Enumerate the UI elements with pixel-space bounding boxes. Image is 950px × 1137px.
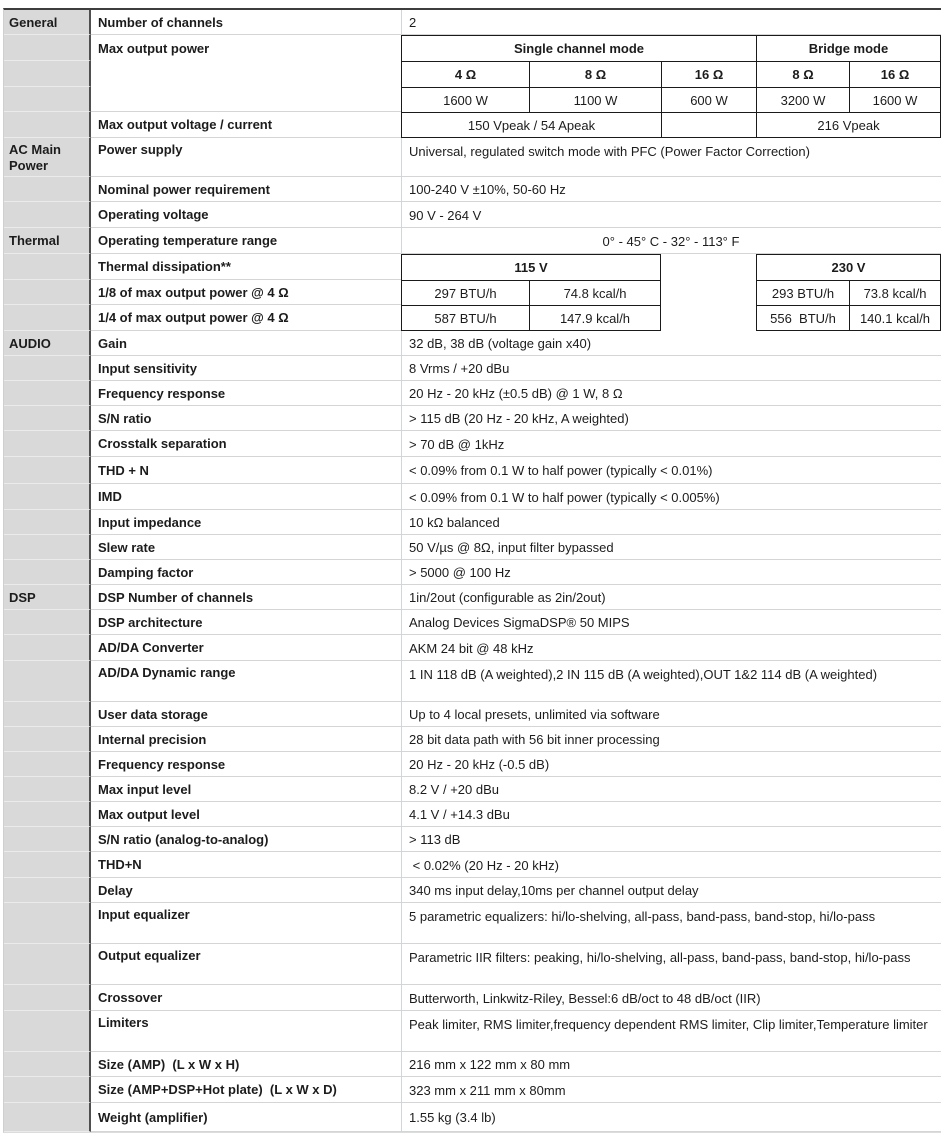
thermal-dissipation-cell: 297 BTU/h (401, 280, 529, 305)
category-cell (4, 35, 91, 61)
spec-name-cell: Damping factor (91, 560, 401, 585)
thermal-dissipation-cell: 74.8 kcal/h (529, 280, 661, 305)
spec-value-cell: 216 mm x 122 mm x 80 mm (401, 1052, 941, 1077)
spec-name-cell: Internal precision (91, 727, 401, 752)
spec-name-cell: Output equalizer (91, 944, 401, 985)
spec-row (4, 381, 941, 406)
thermal-voltage-header-row (401, 254, 941, 280)
category-cell (4, 702, 91, 727)
spec-name-cell: DSP Number of channels (91, 585, 401, 610)
category-cell (4, 112, 91, 138)
spec-row (4, 35, 941, 61)
spec-row (4, 610, 941, 635)
thermal-gap-cell (661, 254, 756, 280)
category-cell (4, 202, 91, 228)
spec-name-cell (91, 61, 401, 87)
spec-value-cell: < 0.02% (20 Hz - 20 kHz) (401, 852, 941, 878)
category-cell (4, 752, 91, 777)
category-cell (4, 177, 91, 202)
spec-row (4, 87, 941, 112)
spec-name-cell: Size (AMP) (L x W x H) (91, 1052, 401, 1077)
spec-name-cell: Thermal dissipation** (91, 254, 401, 280)
category-cell (4, 406, 91, 431)
spec-value-cell: Up to 4 local presets, unlimited via software (401, 702, 941, 727)
spec-row (4, 1052, 941, 1077)
spec-name-cell: Input impedance (91, 510, 401, 535)
category-cell (4, 1077, 91, 1103)
spec-name-cell: Frequency response (91, 752, 401, 777)
spec-name-cell: Max output voltage / current (91, 112, 401, 138)
thermal-gap-cell (661, 305, 756, 331)
spec-name-cell: 1/8 of max output power @ 4 Ω (91, 280, 401, 305)
spec-row (4, 202, 941, 228)
category-cell (4, 87, 91, 112)
category-cell (4, 985, 91, 1011)
spec-value-cell: 8 Vrms / +20 dBu (401, 356, 941, 381)
spec-value-cell: AKM 24 bit @ 48 kHz (401, 635, 941, 661)
spec-row (4, 635, 941, 661)
category-cell (4, 878, 91, 903)
spec-value-cell: 5 parametric equalizers: hi/lo-shelving, all-pass, band-pass, band-stop, hi/lo-pass (401, 903, 941, 944)
thermal-voltage-header-cell: 230 V (756, 254, 941, 280)
spec-row (4, 356, 941, 381)
category-cell (4, 381, 91, 406)
spec-name-cell: Size (AMP+DSP+Hot plate) (L x W x D) (91, 1077, 401, 1103)
spec-row (4, 280, 941, 305)
spec-row (4, 944, 941, 985)
power-value-cell: 1600 W (849, 87, 941, 112)
spec-row (4, 177, 941, 202)
power-value-cell: 1100 W (529, 87, 661, 112)
mode-header-cell: Bridge mode (756, 35, 941, 61)
spec-row (4, 61, 941, 87)
spec-value-cell: 32 dB, 38 dB (voltage gain x40) (401, 331, 941, 356)
spec-value-cell: 1in/2out (configurable as 2in/2out) (401, 585, 941, 610)
spec-row (4, 560, 941, 585)
spec-row (4, 752, 941, 777)
category-cell (4, 431, 91, 457)
spec-row (4, 510, 941, 535)
spec-name-cell: Nominal power requirement (91, 177, 401, 202)
thermal-dissipation-cell: 147.9 kcal/h (529, 305, 661, 331)
spec-row (4, 852, 941, 878)
spec-value-cell: Butterworth, Linkwitz-Riley, Bessel:6 dB/oct to 48 dB/oct (IIR) (401, 985, 941, 1011)
spec-row (4, 254, 941, 280)
power-value-cell: 1600 W (401, 87, 529, 112)
spec-value-cell: 28 bit data path with 56 bit inner processing (401, 727, 941, 752)
thermal-dissipation-cell: 140.1 kcal/h (849, 305, 941, 331)
category-cell: AUDIO (4, 331, 91, 356)
spec-value-cell: > 115 dB (20 Hz - 20 kHz, A weighted) (401, 406, 941, 431)
spec-row (4, 457, 941, 484)
category-cell (4, 827, 91, 852)
voltage-peak-cell: 150 Vpeak / 54 Apeak (401, 112, 661, 138)
spec-name-cell: Operating temperature range (91, 228, 401, 254)
category-cell: Thermal (4, 228, 91, 254)
specifications-table (3, 8, 941, 1133)
impedance-header-row (401, 61, 941, 87)
category-cell (4, 903, 91, 944)
impedance-header-cell: 8 Ω (756, 61, 849, 87)
spec-name-cell: Delay (91, 878, 401, 903)
spec-row (4, 985, 941, 1011)
spec-row (4, 903, 941, 944)
spec-value-cell: 2 (401, 10, 941, 35)
mode-header-cell: Single channel mode (401, 35, 756, 61)
category-cell (4, 852, 91, 878)
spec-name-cell: Weight (amplifier) (91, 1103, 401, 1132)
spec-value-cell: Analog Devices SigmaDSP® 50 MIPS (401, 610, 941, 635)
spec-value-cell: 1 IN 118 dB (A weighted),2 IN 115 dB (A weighted),OUT 1&2 114 dB (A weighted) (401, 661, 941, 702)
spec-name-cell: 1/4 of max output power @ 4 Ω (91, 305, 401, 331)
spec-row (4, 802, 941, 827)
category-cell (4, 727, 91, 752)
spec-row (4, 112, 941, 138)
spec-value-cell: 8.2 V / +20 dBu (401, 777, 941, 802)
spec-value-cell: 10 kΩ balanced (401, 510, 941, 535)
thermal-gap-cell (661, 280, 756, 305)
spec-row (4, 727, 941, 752)
category-cell (4, 802, 91, 827)
impedance-header-cell: 8 Ω (529, 61, 661, 87)
spec-value-cell: 50 V/µs @ 8Ω, input filter bypassed (401, 535, 941, 560)
spec-row (4, 1077, 941, 1103)
spec-name-cell: THD+N (91, 852, 401, 878)
spec-row (4, 10, 941, 35)
spec-value-cell: < 0.09% from 0.1 W to half power (typically < 0.01%) (401, 457, 941, 484)
spec-value-cell: 20 Hz - 20 kHz (±0.5 dB) @ 1 W, 8 Ω (401, 381, 941, 406)
thermal-voltage-header-cell: 115 V (401, 254, 661, 280)
category-cell (4, 661, 91, 702)
spec-name-cell: Max input level (91, 777, 401, 802)
spec-row (4, 305, 941, 331)
category-cell (4, 280, 91, 305)
category-cell: DSP (4, 585, 91, 610)
spec-value-cell: 0° - 45° C - 32° - 113° F (401, 228, 941, 254)
category-cell (4, 610, 91, 635)
category-cell (4, 61, 91, 87)
spec-name-cell: AD/DA Converter (91, 635, 401, 661)
spec-row (4, 702, 941, 727)
spec-name-cell (91, 87, 401, 112)
category-cell (4, 560, 91, 585)
spec-name-cell: DSP architecture (91, 610, 401, 635)
spec-value-cell: 90 V - 264 V (401, 202, 941, 228)
category-cell (4, 944, 91, 985)
category-cell (4, 356, 91, 381)
spec-name-cell: Max output power (98, 40, 210, 56)
spec-value-cell: > 70 dB @ 1kHz (401, 431, 941, 457)
spec-row (4, 1011, 941, 1052)
spec-name-cell: Crosstalk separation (91, 431, 401, 457)
spec-name-cell: Input sensitivity (91, 356, 401, 381)
spec-row (4, 878, 941, 903)
spec-value-cell: Peak limiter, RMS limiter,frequency dependent RMS limiter, Clip limiter,Temperature limiter (401, 1011, 941, 1052)
spec-value-cell: 20 Hz - 20 kHz (-0.5 dB) (401, 752, 941, 777)
voltage-peak-cell (661, 112, 756, 138)
spec-value-cell: 1.55 kg (3.4 lb) (401, 1103, 941, 1132)
category-cell (4, 1103, 91, 1132)
category-cell (4, 1052, 91, 1077)
category-cell (4, 635, 91, 661)
spec-value-cell: < 0.09% from 0.1 W to half power (typically < 0.005%) (401, 484, 941, 510)
category-cell (4, 305, 91, 331)
impedance-header-cell: 4 Ω (401, 61, 529, 87)
thermal-dissipation-row (401, 305, 941, 331)
spec-value-cell: 340 ms input delay,10ms per channel output delay (401, 878, 941, 903)
spec-row (4, 827, 941, 852)
power-value-cell: 600 W (661, 87, 756, 112)
spec-row (4, 661, 941, 702)
spec-value-cell: 4.1 V / +14.3 dBu (401, 802, 941, 827)
power-mode-header-row (401, 35, 941, 61)
spec-name-cell: S/N ratio (analog-to-analog) (91, 827, 401, 852)
category-cell (4, 535, 91, 560)
spec-value-cell: > 5000 @ 100 Hz (401, 560, 941, 585)
spec-name-cell: THD + N (91, 457, 401, 484)
spec-name-cell: Max output level (91, 802, 401, 827)
spec-value-cell: Parametric IIR filters: peaking, hi/lo-shelving, all-pass, band-pass, band-stop, hi/lo-pass (401, 944, 941, 985)
power-value-row (401, 87, 941, 112)
category-cell: AC Main Power (4, 138, 91, 177)
spec-value-cell: Universal, regulated switch mode with PFC (Power Factor Correction) (401, 138, 941, 177)
spec-name-cell: S/N ratio (91, 406, 401, 431)
voltage-peak-cell: 216 Vpeak (756, 112, 941, 138)
thermal-dissipation-cell: 293 BTU/h (756, 280, 849, 305)
spec-name-cell: Number of channels (91, 10, 401, 35)
spec-row (4, 138, 941, 177)
category-cell (4, 484, 91, 510)
spec-row (4, 228, 941, 254)
spec-value-cell: 323 mm x 211 mm x 80mm (401, 1077, 941, 1103)
category-cell (4, 777, 91, 802)
power-value-cell: 3200 W (756, 87, 849, 112)
spec-name-cell: AD/DA Dynamic range (91, 661, 401, 702)
spec-row (4, 484, 941, 510)
category-cell: General (4, 10, 91, 35)
spec-row (4, 585, 941, 610)
thermal-dissipation-row (401, 280, 941, 305)
spec-name-cell: Operating voltage (91, 202, 401, 228)
spec-row (4, 777, 941, 802)
category-cell (4, 510, 91, 535)
category-cell (4, 1011, 91, 1052)
impedance-header-cell: 16 Ω (661, 61, 756, 87)
category-cell (4, 254, 91, 280)
spec-value-cell: > 113 dB (401, 827, 941, 852)
spec-name-cell: Slew rate (91, 535, 401, 560)
spec-name-cell: Limiters (91, 1011, 401, 1052)
spec-name-cell: Gain (91, 331, 401, 356)
spec-row (4, 406, 941, 431)
spec-row (4, 431, 941, 457)
spec-row (4, 535, 941, 560)
spec-name-cell: Crossover (91, 985, 401, 1011)
voltage-peak-row (401, 112, 941, 138)
category-cell (4, 457, 91, 484)
impedance-header-cell: 16 Ω (849, 61, 941, 87)
thermal-dissipation-cell: 556 BTU/h (756, 305, 849, 331)
spec-name-cell: Power supply (91, 138, 401, 177)
spec-name-cell: Frequency response (91, 381, 401, 406)
spec-name-cell: IMD (91, 484, 401, 510)
spec-value-cell: 100-240 V ±10%, 50-60 Hz (401, 177, 941, 202)
thermal-dissipation-cell: 73.8 kcal/h (849, 280, 941, 305)
spec-row (4, 331, 941, 356)
thermal-dissipation-cell: 587 BTU/h (401, 305, 529, 331)
spec-name-cell: User data storage (91, 702, 401, 727)
spec-name-cell: Input equalizer (91, 903, 401, 944)
spec-row (4, 1103, 941, 1132)
